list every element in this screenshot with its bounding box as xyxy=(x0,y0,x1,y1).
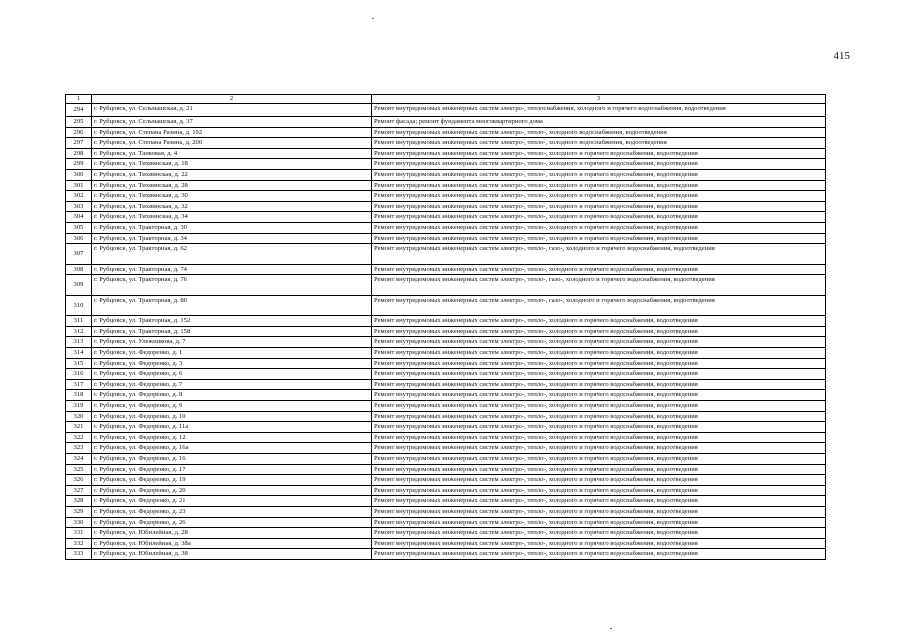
works-cell: Ремонт внутридомовых инженерных систем электро-, тепло-, холодного и горячего водоснабжения, водоотведения xyxy=(372,538,826,549)
works-cell: Ремонт внутридомовых инженерных систем электро-, тепло-, холодного и горячего водоснабжения, водоотведения xyxy=(372,411,826,422)
row-number: 331 xyxy=(66,528,92,539)
row-number: 306 xyxy=(66,233,92,244)
row-number: 332 xyxy=(66,538,92,549)
row-number: 296 xyxy=(66,127,92,138)
column-header: 1 xyxy=(66,95,92,104)
address-cell: г. Рубцовск, ул. Тракторная, д. 34 xyxy=(92,233,372,244)
address-cell: г. Рубцовск, ул. Тракторная, д. 158 xyxy=(92,326,372,337)
row-number: 309 xyxy=(66,275,92,296)
works-cell: Ремонт внутридомовых инженерных систем электро-, тепло-, холодного и горячего водоснабжения, водоотведения xyxy=(372,475,826,486)
works-cell: Ремонт внутридомовых инженерных систем электро-, тепло-, холодного и горячего водоснабжения, водоотведения xyxy=(372,222,826,233)
address-cell: г. Рубцовск, ул. Тихвинская, д. 22 xyxy=(92,169,372,180)
row-number: 297 xyxy=(66,138,92,149)
table-row xyxy=(66,233,826,244)
works-cell: Ремонт внутридомовых инженерных систем электро-, тепло-, холодного и горячего водоснабжения, водоотведения xyxy=(372,264,826,275)
address-cell: г. Рубцовск, ул. Тихвинская, д. 34 xyxy=(92,212,372,223)
works-cell: Ремонт внутридомовых инженерных систем электро-, тепло-, холодного и горячего водоснабжения, водоотведения xyxy=(372,180,826,191)
table-row xyxy=(66,496,826,507)
row-number: 301 xyxy=(66,180,92,191)
works-cell: Ремонт внутридомовых инженерных систем электро-, тепло-, холодного и горячего водоснабжения, водоотведения xyxy=(372,326,826,337)
address-cell: г. Рубцовск, ул. Тихвинская, д. 32 xyxy=(92,201,372,212)
row-number: 323 xyxy=(66,443,92,454)
table-row xyxy=(66,169,826,180)
table-row xyxy=(66,295,826,316)
address-cell: г. Рубцовск, ул. Федоренко, д. 26 xyxy=(92,517,372,528)
table-row xyxy=(66,326,826,337)
table-row xyxy=(66,390,826,401)
table-row xyxy=(66,117,826,128)
row-number: 300 xyxy=(66,169,92,180)
works-cell: Ремонт внутридомовых инженерных систем электро-, тепло-, холодного и горячего водоснабжения, водоотведения xyxy=(372,337,826,348)
works-cell: Ремонт внутридомовых инженерных систем электро-, тепло-, газо-, холодного и горячего водоснабжения, водоотведения xyxy=(372,275,826,296)
address-cell: г. Рубцовск, ул. Федоренко, д. 16 xyxy=(92,453,372,464)
works-cell: Ремонт внутридомовых инженерных систем электро-, тепло-, холодного водоснабжения, водоотведения xyxy=(372,127,826,138)
address-cell: г. Рубцовск, ул. Федоренко, д. 11а xyxy=(92,422,372,433)
table-row xyxy=(66,180,826,191)
address-cell: г. Рубцовск, ул. Сельмашская, д. 21 xyxy=(92,104,372,117)
works-cell: Ремонт внутридомовых инженерных систем электро-, тепло-, холодного и горячего водоснабжения, водоотведения xyxy=(372,379,826,390)
works-cell: Ремонт внутридомовых инженерных систем электро-, тепло-, холодного и горячего водоснабжения, водоотведения xyxy=(372,453,826,464)
row-number: 322 xyxy=(66,432,92,443)
table-row xyxy=(66,138,826,149)
address-cell: г. Рубцовск, ул. Сельмашская, д. 37 xyxy=(92,117,372,128)
address-cell: г. Рубцовск, ул. Федоренко, д. 12 xyxy=(92,432,372,443)
works-cell: Ремонт внутридомовых инженерных систем электро-, тепло-, холодного водоснабжения, водоотведения xyxy=(372,138,826,149)
works-cell: Ремонт внутридомовых инженерных систем электро-, тепло-, холодного и горячего водоснабжения, водоотведения xyxy=(372,549,826,560)
row-number: 294 xyxy=(66,104,92,117)
table-row xyxy=(66,538,826,549)
table-row xyxy=(66,358,826,369)
table-row xyxy=(66,337,826,348)
table-row xyxy=(66,222,826,233)
scan-speck xyxy=(372,18,374,19)
address-cell: г. Рубцовск, ул. Степана Разина, д. 200 xyxy=(92,138,372,149)
scan-speck xyxy=(610,628,612,629)
address-cell: г. Рубцовск, ул. Федоренко, д. 10 xyxy=(92,411,372,422)
works-cell: Ремонт внутридомовых инженерных систем электро-, тепло-, холодного и горячего водоснабжения, водоотведения xyxy=(372,496,826,507)
address-cell: г. Рубцовск, ул. Тракторная, д. 74 xyxy=(92,264,372,275)
table-row xyxy=(66,148,826,159)
address-cell: г. Рубцовск, ул. Танковая, д. 4 xyxy=(92,148,372,159)
row-number: 330 xyxy=(66,517,92,528)
works-cell: Ремонт внутридомовых инженерных систем электро-, теплоснабжения, холодного и горячего водоснабжения, водоотведения xyxy=(372,104,826,117)
works-cell: Ремонт внутридомовых инженерных систем электро-, тепло-, холодного и горячего водоснабжения, водоотведения xyxy=(372,233,826,244)
column-header: 2 xyxy=(92,95,372,104)
row-number: 303 xyxy=(66,201,92,212)
works-cell: Ремонт внутридомовых инженерных систем электро-, тепло-, холодного и горячего водоснабжения, водоотведения xyxy=(372,528,826,539)
table-row xyxy=(66,159,826,170)
row-number: 327 xyxy=(66,485,92,496)
table-row xyxy=(66,191,826,202)
row-number: 308 xyxy=(66,264,92,275)
table-row xyxy=(66,379,826,390)
works-cell: Ремонт внутридомовых инженерных систем электро-, тепло-, холодного и горячего водоснабжения, водоотведения xyxy=(372,316,826,327)
address-cell: г. Рубцовск, ул. Тихвинская, д. 28 xyxy=(92,180,372,191)
address-cell: г. Рубцовск, ул. Федоренко, д. 19 xyxy=(92,475,372,486)
table-row xyxy=(66,453,826,464)
address-cell: г. Рубцовск, ул. Юбилейная, д. 28 xyxy=(92,528,372,539)
table-row xyxy=(66,528,826,539)
works-cell: Ремонт внутридомовых инженерных систем электро-, тепло-, холодного и горячего водоснабжения, водоотведения xyxy=(372,148,826,159)
table-row xyxy=(66,422,826,433)
address-cell: г. Рубцовск, ул. Федоренко, д. 1 xyxy=(92,348,372,359)
row-number: 324 xyxy=(66,453,92,464)
address-cell: г. Рубцовск, ул. Юбилейная, д. 38а xyxy=(92,538,372,549)
table-row xyxy=(66,506,826,517)
table-row xyxy=(66,244,826,265)
table-row xyxy=(66,443,826,454)
works-cell: Ремонт внутридомовых инженерных систем электро-, тепло-, холодного и горячего водоснабжения, водоотведения xyxy=(372,400,826,411)
address-cell: г. Рубцовск, ул. Федоренко, д. 23 xyxy=(92,506,372,517)
row-number: 329 xyxy=(66,506,92,517)
row-number: 315 xyxy=(66,358,92,369)
table-row xyxy=(66,348,826,359)
table-row xyxy=(66,264,826,275)
works-cell: Ремонт внутридомовых инженерных систем электро-, тепло-, холодного и горячего водоснабжения, водоотведения xyxy=(372,191,826,202)
address-cell: г. Рубцовск, ул. Улежникова, д. 7 xyxy=(92,337,372,348)
row-number: 304 xyxy=(66,212,92,223)
row-number: 305 xyxy=(66,222,92,233)
works-cell: Ремонт внутридомовых инженерных систем электро-, тепло-, газо-, холодного и горячего водоснабжения, водоотведения xyxy=(372,244,826,265)
row-number: 302 xyxy=(66,191,92,202)
works-cell: Ремонт внутридомовых инженерных систем электро-, тепло-, холодного и горячего водоснабжения, водоотведения xyxy=(372,169,826,180)
address-cell: г. Рубцовск, ул. Юбилейная, д. 38 xyxy=(92,549,372,560)
address-cell: г. Рубцовск, ул. Федоренко, д. 6 xyxy=(92,369,372,380)
row-number: 326 xyxy=(66,475,92,486)
row-number: 321 xyxy=(66,422,92,433)
table-row xyxy=(66,485,826,496)
page-number: 415 xyxy=(833,50,850,62)
address-cell: г. Рубцовск, ул. Тракторная, д. 30 xyxy=(92,222,372,233)
row-number: 320 xyxy=(66,411,92,422)
address-cell: г. Рубцовск, ул. Федоренко, д. 20 xyxy=(92,485,372,496)
address-cell: г. Рубцовск, ул. Степана Разина, д. 192 xyxy=(92,127,372,138)
column-header: 3 xyxy=(372,95,826,104)
works-cell: Ремонт внутридомовых инженерных систем электро-, тепло-, холодного и горячего водоснабжения, водоотведения xyxy=(372,358,826,369)
works-cell: Ремонт внутридомовых инженерных систем электро-, тепло-, холодного и горячего водоснабжения, водоотведения xyxy=(372,432,826,443)
table-row xyxy=(66,549,826,560)
address-cell: г. Рубцовск, ул. Тихвинская, д. 18 xyxy=(92,159,372,170)
works-cell: Ремонт внутридомовых инженерных систем электро-, тепло-, холодного и горячего водоснабжения, водоотведения xyxy=(372,390,826,401)
table-row xyxy=(66,517,826,528)
row-number: 316 xyxy=(66,369,92,380)
table-row xyxy=(66,475,826,486)
works-cell: Ремонт фасада; ремонт фундамента многоквартирного дома xyxy=(372,117,826,128)
row-number: 307 xyxy=(66,244,92,265)
table-row xyxy=(66,212,826,223)
row-number: 333 xyxy=(66,549,92,560)
address-cell: г. Рубцовск, ул. Тракторная, д. 76 xyxy=(92,275,372,296)
works-cell: Ремонт внутридомовых инженерных систем электро-, тепло-, холодного и горячего водоснабжения, водоотведения xyxy=(372,443,826,454)
row-number: 314 xyxy=(66,348,92,359)
works-cell: Ремонт внутридомовых инженерных систем электро-, тепло-, холодного и горячего водоснабжения, водоотведения xyxy=(372,422,826,433)
table-row xyxy=(66,432,826,443)
row-number: 295 xyxy=(66,117,92,128)
repair-registry-table xyxy=(65,94,826,560)
column-number-row xyxy=(66,95,826,104)
table-row xyxy=(66,400,826,411)
works-cell: Ремонт внутридомовых инженерных систем электро-, тепло-, холодного и горячего водоснабжения, водоотведения xyxy=(372,369,826,380)
table-body xyxy=(66,104,826,560)
address-cell: г. Рубцовск, ул. Федоренко, д. 7 xyxy=(92,379,372,390)
row-number: 319 xyxy=(66,400,92,411)
works-cell: Ремонт внутридомовых инженерных систем электро-, тепло-, холодного и горячего водоснабжения, водоотведения xyxy=(372,464,826,475)
table-row xyxy=(66,464,826,475)
address-cell: г. Рубцовск, ул. Тихвинская, д. 30 xyxy=(92,191,372,202)
address-cell: г. Рубцовск, ул. Тракторная, д. 62 xyxy=(92,244,372,265)
works-cell: Ремонт внутридомовых инженерных систем электро-, тепло-, холодного и горячего водоснабжения, водоотведения xyxy=(372,159,826,170)
address-cell: г. Рубцовск, ул. Федоренко, д. 16а xyxy=(92,443,372,454)
works-cell: Ремонт внутридомовых инженерных систем электро-, тепло-, холодного и горячего водоснабжения, водоотведения xyxy=(372,201,826,212)
works-cell: Ремонт внутридомовых инженерных систем электро-, тепло-, холодного и горячего водоснабжения, водоотведения xyxy=(372,517,826,528)
table-row xyxy=(66,411,826,422)
table-row xyxy=(66,369,826,380)
row-number: 298 xyxy=(66,148,92,159)
row-number: 310 xyxy=(66,295,92,316)
row-number: 311 xyxy=(66,316,92,327)
table-row xyxy=(66,104,826,117)
row-number: 317 xyxy=(66,379,92,390)
address-cell: г. Рубцовск, ул. Федоренко, д. 21 xyxy=(92,496,372,507)
table-row xyxy=(66,127,826,138)
address-cell: г. Рубцовск, ул. Федоренко, д. 9 xyxy=(92,400,372,411)
works-cell: Ремонт внутридомовых инженерных систем электро-, тепло-, газо-, холодного и горячего водоснабжения, водоотведения xyxy=(372,295,826,316)
row-number: 318 xyxy=(66,390,92,401)
row-number: 312 xyxy=(66,326,92,337)
address-cell: г. Рубцовск, ул. Федоренко, д. 3 xyxy=(92,358,372,369)
works-cell: Ремонт внутридомовых инженерных систем электро-, тепло-, холодного и горячего водоснабжения, водоотведения xyxy=(372,348,826,359)
row-number: 328 xyxy=(66,496,92,507)
works-cell: Ремонт внутридомовых инженерных систем электро-, тепло-, холодного и горячего водоснабжения, водоотведения xyxy=(372,506,826,517)
table-row xyxy=(66,275,826,296)
table-row xyxy=(66,201,826,212)
address-cell: г. Рубцовск, ул. Федоренко, д. 8 xyxy=(92,390,372,401)
address-cell: г. Рубцовск, ул. Тракторная, д. 152 xyxy=(92,316,372,327)
row-number: 313 xyxy=(66,337,92,348)
row-number: 325 xyxy=(66,464,92,475)
table-row xyxy=(66,316,826,327)
row-number: 299 xyxy=(66,159,92,170)
works-cell: Ремонт внутридомовых инженерных систем электро-, тепло-, холодного и горячего водоснабжения, водоотведения xyxy=(372,212,826,223)
address-cell: г. Рубцовск, ул. Федоренко, д. 17 xyxy=(92,464,372,475)
address-cell: г. Рубцовск, ул. Тракторная, д. 80 xyxy=(92,295,372,316)
works-cell: Ремонт внутридомовых инженерных систем электро-, тепло-, холодного и горячего водоснабжения, водоотведения xyxy=(372,485,826,496)
